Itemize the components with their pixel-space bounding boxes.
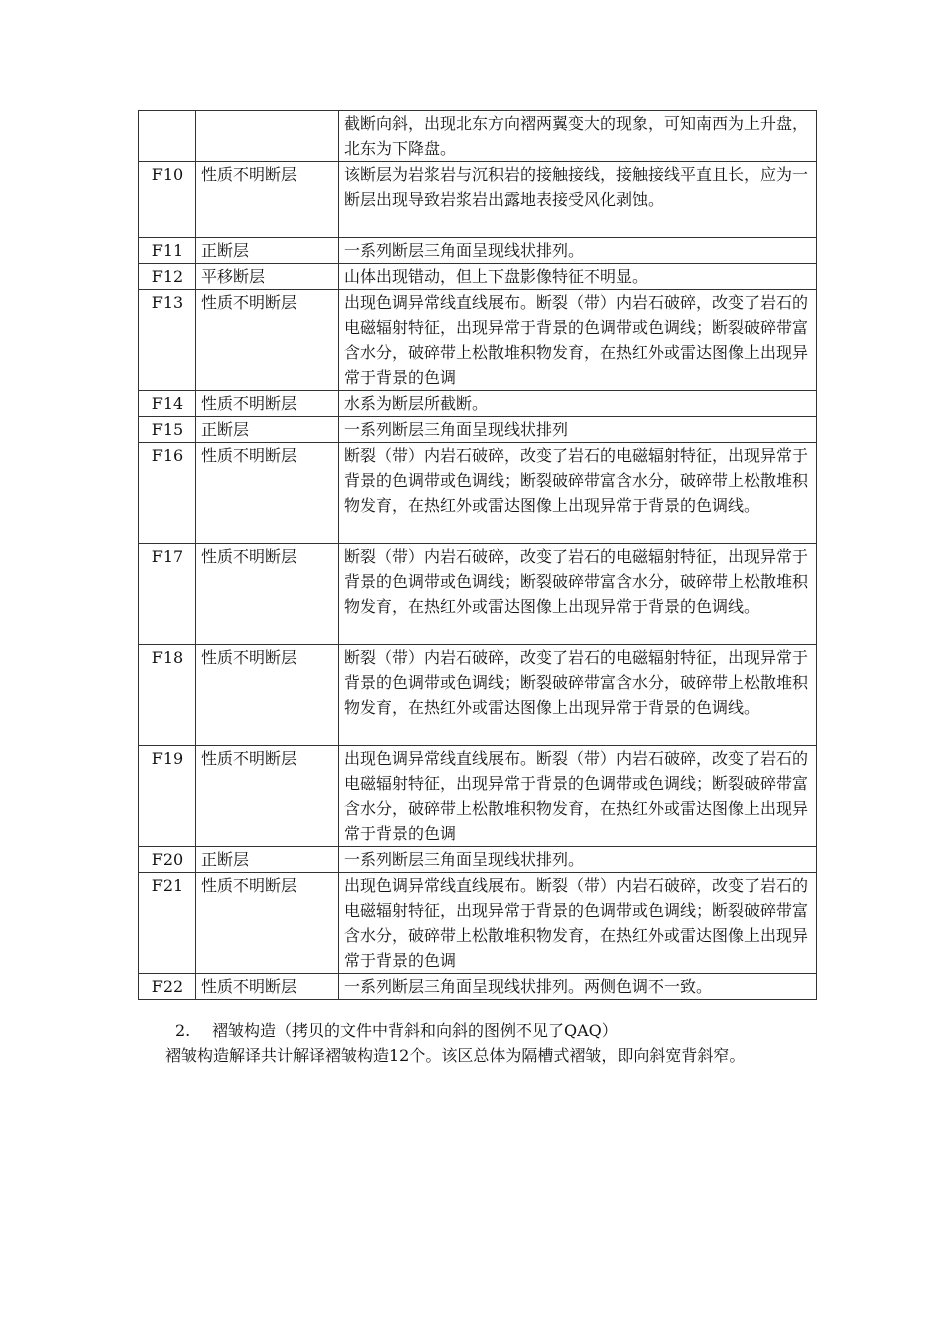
fault-id-cell: F17: [139, 544, 196, 645]
fault-type-cell: 性质不明断层: [196, 645, 339, 746]
fault-type-cell: 性质不明断层: [196, 162, 339, 238]
fault-id-cell: F20: [139, 847, 196, 873]
section-heading: [165, 1018, 815, 1043]
table-row: [139, 417, 817, 443]
table-row: [139, 290, 817, 391]
section-body: 褶皱构造解译共计解译褶皱构造12个。该区总体为隔槽式褶皱，即向斜宽背斜窄。: [165, 1046, 746, 1065]
fault-id-cell: F12: [139, 264, 196, 290]
fold-structure-section: [165, 1018, 815, 1068]
table-row: [139, 443, 817, 544]
fault-description-cell: 一系列断层三角面呈现线状排列: [339, 417, 817, 443]
fault-id-cell: F11: [139, 238, 196, 264]
fault-type-cell: 正断层: [196, 238, 339, 264]
fault-description-cell: 断裂（带）内岩石破碎，改变了岩石的电磁辐射特征，出现异常于背景的色调带或色调线；断裂破碎带富含水分，破碎带上松散堆积物发育，在热红外或雷达图像上出现异常于背景的色调线。: [339, 544, 817, 645]
table-row: [139, 645, 817, 746]
fault-description-cell: 一系列断层三角面呈现线状排列。两侧色调不一致。: [339, 974, 817, 1000]
fault-description-cell: 该断层为岩浆岩与沉积岩的接触接线，接触接线平直且长，应为一断层出现导致岩浆岩出露地表接受风化剥蚀。: [339, 162, 817, 238]
fault-description-cell: 断裂（带）内岩石破碎，改变了岩石的电磁辐射特征，出现异常于背景的色调带或色调线；断裂破碎带富含水分，破碎带上松散堆积物发育，在热红外或雷达图像上出现异常于背景的色调线。: [339, 443, 817, 544]
fault-type-cell: [196, 111, 339, 162]
fault-description-cell: 出现色调异常线直线展布。断裂（带）内岩石破碎，改变了岩石的电磁辐射特征，出现异常于背景的色调带或色调线；断裂破碎带富含水分，破碎带上松散堆积物发育，在热红外或雷达图像上出现异常于背景的色调: [339, 746, 817, 847]
fault-id-cell: F22: [139, 974, 196, 1000]
fault-type-cell: 性质不明断层: [196, 544, 339, 645]
fault-description-cell: 一系列断层三角面呈现线状排列。: [339, 847, 817, 873]
fault-description-cell: 水系为断层所截断。: [339, 391, 817, 417]
fault-id-cell: F19: [139, 746, 196, 847]
section-title: 褶皱构造（拷贝的文件中背斜和向斜的图例不见了QAQ）: [212, 1021, 618, 1040]
table-row: [139, 873, 817, 974]
fault-table: [138, 110, 817, 1000]
fault-type-cell: 正断层: [196, 847, 339, 873]
fault-type-cell: 性质不明断层: [196, 290, 339, 391]
fault-type-cell: 性质不明断层: [196, 391, 339, 417]
table-row: [139, 847, 817, 873]
fault-description-cell: 一系列断层三角面呈现线状排列。: [339, 238, 817, 264]
fault-id-cell: F13: [139, 290, 196, 391]
table-row: [139, 544, 817, 645]
fault-table-body: [139, 111, 817, 1000]
fault-type-cell: 性质不明断层: [196, 443, 339, 544]
fault-description-cell: 出现色调异常线直线展布。断裂（带）内岩石破碎，改变了岩石的电磁辐射特征，出现异常于背景的色调带或色调线；断裂破碎带富含水分，破碎带上松散堆积物发育，在热红外或雷达图像上出现异常于背景的色调: [339, 290, 817, 391]
fault-type-cell: 性质不明断层: [196, 746, 339, 847]
fault-id-cell: [139, 111, 196, 162]
fault-description-cell: 截断向斜，出现北东方向褶两翼变大的现象，可知南西为上升盘，北东为下降盘。: [339, 111, 817, 162]
fault-type-cell: 性质不明断层: [196, 873, 339, 974]
fault-id-cell: F18: [139, 645, 196, 746]
fault-description-cell: 断裂（带）内岩石破碎，改变了岩石的电磁辐射特征，出现异常于背景的色调带或色调线；断裂破碎带富含水分，破碎带上松散堆积物发育，在热红外或雷达图像上出现异常于背景的色调线。: [339, 645, 817, 746]
table-row: [139, 238, 817, 264]
fault-id-cell: F16: [139, 443, 196, 544]
table-row: [139, 974, 817, 1000]
fault-id-cell: F15: [139, 417, 196, 443]
section-number: 2.: [175, 1021, 191, 1040]
table-row: [139, 111, 817, 162]
fault-type-cell: 正断层: [196, 417, 339, 443]
fault-type-cell: 平移断层: [196, 264, 339, 290]
table-row: [139, 746, 817, 847]
fault-id-cell: F10: [139, 162, 196, 238]
fault-description-cell: 山体出现错动，但上下盘影像特征不明显。: [339, 264, 817, 290]
fault-description-cell: 出现色调异常线直线展布。断裂（带）内岩石破碎，改变了岩石的电磁辐射特征，出现异常于背景的色调带或色调线；断裂破碎带富含水分，破碎带上松散堆积物发育，在热红外或雷达图像上出现异常于背景的色调: [339, 873, 817, 974]
table-row: [139, 264, 817, 290]
table-row: [139, 391, 817, 417]
fault-id-cell: F21: [139, 873, 196, 974]
fault-type-cell: 性质不明断层: [196, 974, 339, 1000]
fault-id-cell: F14: [139, 391, 196, 417]
table-row: [139, 162, 817, 238]
